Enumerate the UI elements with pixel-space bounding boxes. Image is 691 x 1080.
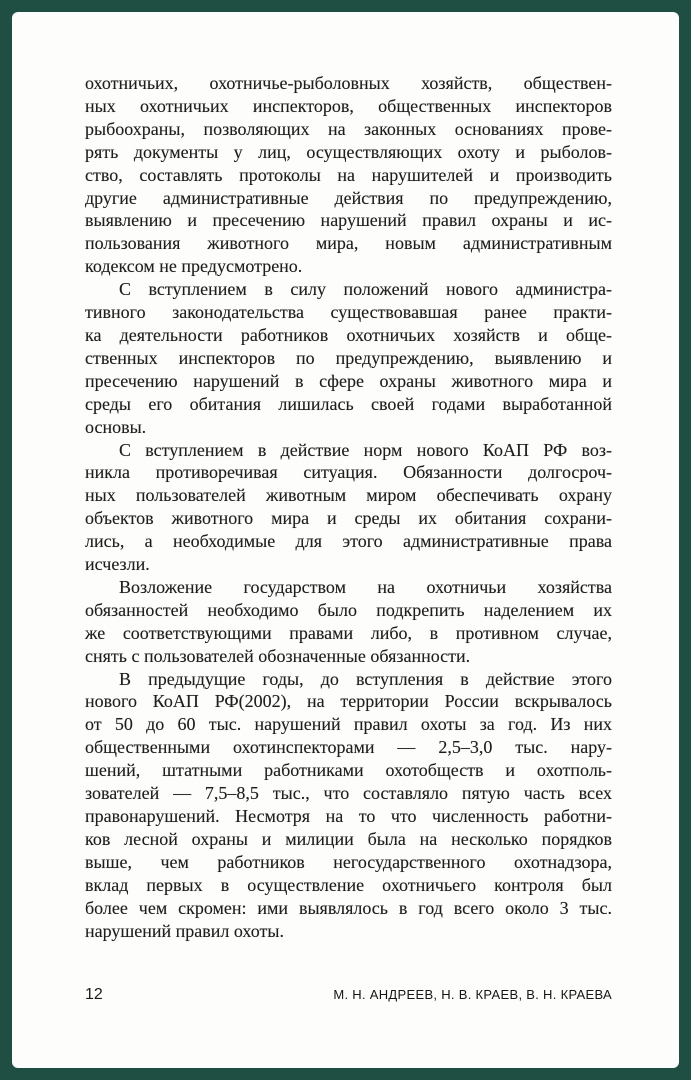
text-line: пресечению нарушений в сфере охраны животного мира и bbox=[85, 370, 612, 391]
text-line: ных охотничьих инспекторов, общественных инспекторов bbox=[85, 95, 612, 116]
text-line: более чем скромен: ими выявлялось в год всего около 3 тыс. bbox=[85, 897, 612, 918]
text-line: нового КоАП РФ(2002), на территории России вскрывалось bbox=[85, 691, 612, 712]
text-line: ственных инспекторов по предупреждению, выявлению и bbox=[85, 347, 612, 368]
book-page bbox=[12, 12, 679, 1068]
text-line: обязанностей необходимо было подкрепить наделением их bbox=[85, 599, 612, 620]
text-line: основы. bbox=[85, 416, 147, 437]
text-line: правонарушений. Несмотря на то что численность работни- bbox=[85, 806, 612, 826]
text-line: нарушений правил охоты. bbox=[85, 920, 284, 941]
text-line: вклад первых в осуществление охотничьего контроля был bbox=[85, 874, 612, 895]
text-line: ство, составлять протоколы на нарушителей и производить bbox=[85, 164, 612, 185]
running-authors: М. Н. АНДРЕЕВ, Н. В. КРАЕВ, В. Н. КРАЕВА bbox=[333, 987, 612, 1002]
text-line: же соответствующими правами либо, в противном случае, bbox=[85, 622, 612, 643]
page-footer bbox=[85, 986, 612, 1004]
text-line: охотничьих, охотничье-рыболовных хозяйств, обществен- bbox=[85, 73, 612, 93]
text-line: выявлению и пресечению нарушений правил охраны и ис- bbox=[85, 210, 612, 231]
text-line: ков лесной охраны и милиции была на несколько порядков bbox=[85, 828, 612, 849]
text-line: рыбоохраны, позволяющих на законных основаниях прове- bbox=[85, 118, 612, 139]
text-line: ных пользователей животным миром обеспечивать охрану bbox=[85, 485, 612, 506]
text-line: Возложение государством на охотничьи хозяйства bbox=[119, 576, 612, 597]
text-line: кодексом не предусмотрено. bbox=[85, 256, 303, 277]
text-line: шений, штатными работниками охотобществ и охотполь- bbox=[85, 760, 612, 781]
text-line: от 50 до 60 тыс. нарушений правил охоты за год. Из них bbox=[85, 714, 612, 735]
text-line: снять с пользователей обозначенные обязанности. bbox=[85, 645, 471, 666]
text-line: С вступлением в действие норм нового КоАП РФ воз- bbox=[119, 439, 612, 460]
text-line: никла противоречивая ситуация. Обязанности долгосроч- bbox=[85, 462, 612, 483]
text-line: рять документы у лиц, осуществляющих охоту и рыболов- bbox=[85, 141, 612, 162]
text-line: В предыдущие годы, до вступления в действие этого bbox=[119, 668, 612, 689]
text-line: среды его обитания лишилась своей годами выработанной bbox=[85, 393, 612, 414]
text-line: тивного законодательства существовавшая ранее практи- bbox=[85, 302, 612, 323]
text-line: зователей — 7,5–8,5 тыс., что составляло пятую часть всех bbox=[85, 783, 612, 804]
text-line: лись, а необходимые для этого административные права bbox=[85, 531, 612, 552]
page-text-block bbox=[85, 72, 612, 942]
text-line: другие административные действия по предупреждению, bbox=[85, 187, 612, 208]
text-line: выше, чем работников негосударственного охотнадзора, bbox=[85, 851, 612, 872]
text-line: пользования животного мира, новым административным bbox=[85, 233, 612, 254]
page-number: 12 bbox=[85, 986, 103, 1003]
text-line: общественными охотинспекторами — 2,5–3,0 тыс. нару- bbox=[85, 737, 612, 758]
text-line: объектов животного мира и среды их обитания сохрани- bbox=[85, 508, 612, 529]
text-line: С вступлением в силу положений нового администра- bbox=[119, 279, 612, 300]
text-line: ка деятельности работников охотничьих хозяйств и обще- bbox=[85, 324, 612, 345]
text-line: исчезли. bbox=[85, 554, 150, 575]
